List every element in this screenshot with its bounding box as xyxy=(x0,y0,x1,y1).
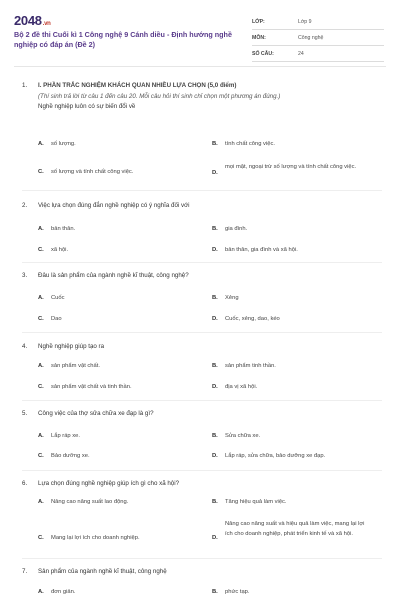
question-number: 7. xyxy=(22,568,28,575)
question-text: Nghề nghiệp luôn có sự biến đổi về xyxy=(38,103,136,110)
section-title: I. PHẦN TRẮC NGHIỆM KHÁCH QUAN NHIỀU LỰA CHỌN (5,0 điểm) xyxy=(38,82,237,89)
option-text: Tăng hiệu quả làm việc. xyxy=(225,499,287,505)
option-letter: C. xyxy=(38,535,44,541)
option-text: gia đình. xyxy=(225,226,248,232)
option-text: Nâng cao năng suất lao động. xyxy=(51,499,129,505)
document-header xyxy=(14,10,386,60)
option-text: Cuốc, xẻng, dao, kéo xyxy=(225,316,280,322)
option-letter: B. xyxy=(212,295,218,301)
site-logo[interactable] xyxy=(14,13,51,28)
question-divider xyxy=(22,262,382,263)
option-text: bản thân, gia đình và xã hội. xyxy=(225,247,298,253)
option-letter: D. xyxy=(212,170,218,176)
logo-suffix: .vn xyxy=(42,21,51,27)
meta-value: 24 xyxy=(298,51,304,57)
option-letter: D. xyxy=(212,316,218,322)
option-letter: D. xyxy=(212,384,218,390)
option-letter: C. xyxy=(38,453,44,459)
option-text: Lắp ráp, sửa chữa, bảo dưỡng xe đạp. xyxy=(225,453,326,459)
meta-value[interactable]: Lớp 9 xyxy=(298,19,312,25)
question-text: Nghề nghiệp giúp tạo ra xyxy=(38,343,105,350)
option-letter: C. xyxy=(38,316,44,322)
option-text: xã hội. xyxy=(51,247,69,253)
question-text: Sản phẩm của ngành nghề kĩ thuật, công nghệ xyxy=(38,568,167,575)
question-text: Lựa chọn đúng nghề nghiệp giúp ích gì cho xã hội? xyxy=(38,480,180,487)
question-number: 1. xyxy=(22,82,28,89)
option-text: bản thân. xyxy=(51,226,76,232)
option-letter: B. xyxy=(212,363,218,369)
exam-meta xyxy=(252,14,384,62)
option-text: số lượng. xyxy=(51,141,76,147)
option-text: số lượng và tính chất công việc. xyxy=(51,169,134,175)
option-letter: C. xyxy=(38,169,44,175)
option-text: Dao xyxy=(51,316,62,322)
option-letter: B. xyxy=(212,141,218,147)
question-text: Việc lựa chọn đúng đắn nghề nghiệp có ý nghĩa đối với xyxy=(38,202,190,209)
option-letter: B. xyxy=(212,589,218,595)
question-divider xyxy=(22,558,382,559)
question-number: 4. xyxy=(22,343,28,350)
option-text: đơn giản. xyxy=(51,589,76,595)
option-text: Lắp ráp xe. xyxy=(51,433,81,439)
option-text: Cuốc xyxy=(51,295,65,301)
question-number: 5. xyxy=(22,410,28,417)
meta-class xyxy=(252,14,384,30)
question-text: Đâu là sản phẩm của ngành nghề kĩ thuật, công nghệ? xyxy=(38,272,189,279)
question-divider xyxy=(22,470,382,471)
option-text: mọi mặt, ngoại trừ số lượng và tính chất công việc. xyxy=(225,164,357,170)
question-divider xyxy=(22,332,382,333)
meta-subject xyxy=(252,30,384,46)
question-number: 2. xyxy=(22,202,28,209)
option-letter: D. xyxy=(212,247,218,253)
option-text: Nâng cao năng suất và hiệu quả làm việc, mang lại lợi ích cho doanh nghiệp, phát triển kinh tế và xã hội. xyxy=(225,521,365,537)
option-text: sản phẩm vật chất. xyxy=(51,363,100,369)
question-number: 6. xyxy=(22,480,28,487)
option-letter: A. xyxy=(38,363,44,369)
option-letter: C. xyxy=(38,247,44,253)
question-divider xyxy=(22,400,382,401)
option-text: phức tạp. xyxy=(225,589,250,595)
option-letter: D. xyxy=(212,453,218,459)
option-letter: C. xyxy=(38,384,44,390)
document-title: Bộ 2 đề thi Cuối kì 1 Công nghệ 9 Cánh diều - Định hướng nghề nghiệp có đáp án (Đề 2) xyxy=(14,30,232,49)
option-letter: B. xyxy=(212,226,218,232)
option-text: Sửa chữa xe. xyxy=(225,433,261,439)
option-letter: A. xyxy=(38,295,44,301)
option-letter: B. xyxy=(212,499,218,505)
meta-question-count xyxy=(252,46,384,62)
question-number: 3. xyxy=(22,272,28,279)
option-text: địa vị xã hội. xyxy=(225,384,258,390)
option-letter: A. xyxy=(38,226,44,232)
option-letter: D. xyxy=(212,535,218,541)
option-letter: A. xyxy=(38,499,44,505)
meta-label: LỚP: xyxy=(252,19,265,25)
meta-value[interactable]: Công nghệ xyxy=(298,35,324,41)
option-letter: B. xyxy=(212,433,218,439)
option-text: tính chất công việc. xyxy=(225,141,275,147)
option-text: Mang lại lợi ích cho doanh nghiệp. xyxy=(51,535,140,541)
question-divider xyxy=(22,190,382,191)
option-letter: A. xyxy=(38,589,44,595)
option-text: sản phẩm tinh thần. xyxy=(225,363,276,369)
header-divider xyxy=(14,66,386,67)
question-text: Công việc của thợ sửa chữa xe đạp là gì? xyxy=(38,410,154,417)
option-letter: A. xyxy=(38,433,44,439)
option-text: Xẻng xyxy=(225,295,239,301)
meta-label: MÔN: xyxy=(252,35,266,41)
option-letter: A. xyxy=(38,141,44,147)
section-note: (Thí sinh trả lời từ câu 1 đến câu 20. Mỗi câu hỏi thí sinh chỉ chọn một phương án đúng.) xyxy=(38,93,281,100)
option-text: sản phẩm vật chất và tinh thần. xyxy=(51,384,132,390)
logo-text: 2048 xyxy=(14,13,42,28)
meta-label: SỐ CÂU: xyxy=(252,51,274,57)
option-text: Bảo dưỡng xe. xyxy=(51,453,90,459)
